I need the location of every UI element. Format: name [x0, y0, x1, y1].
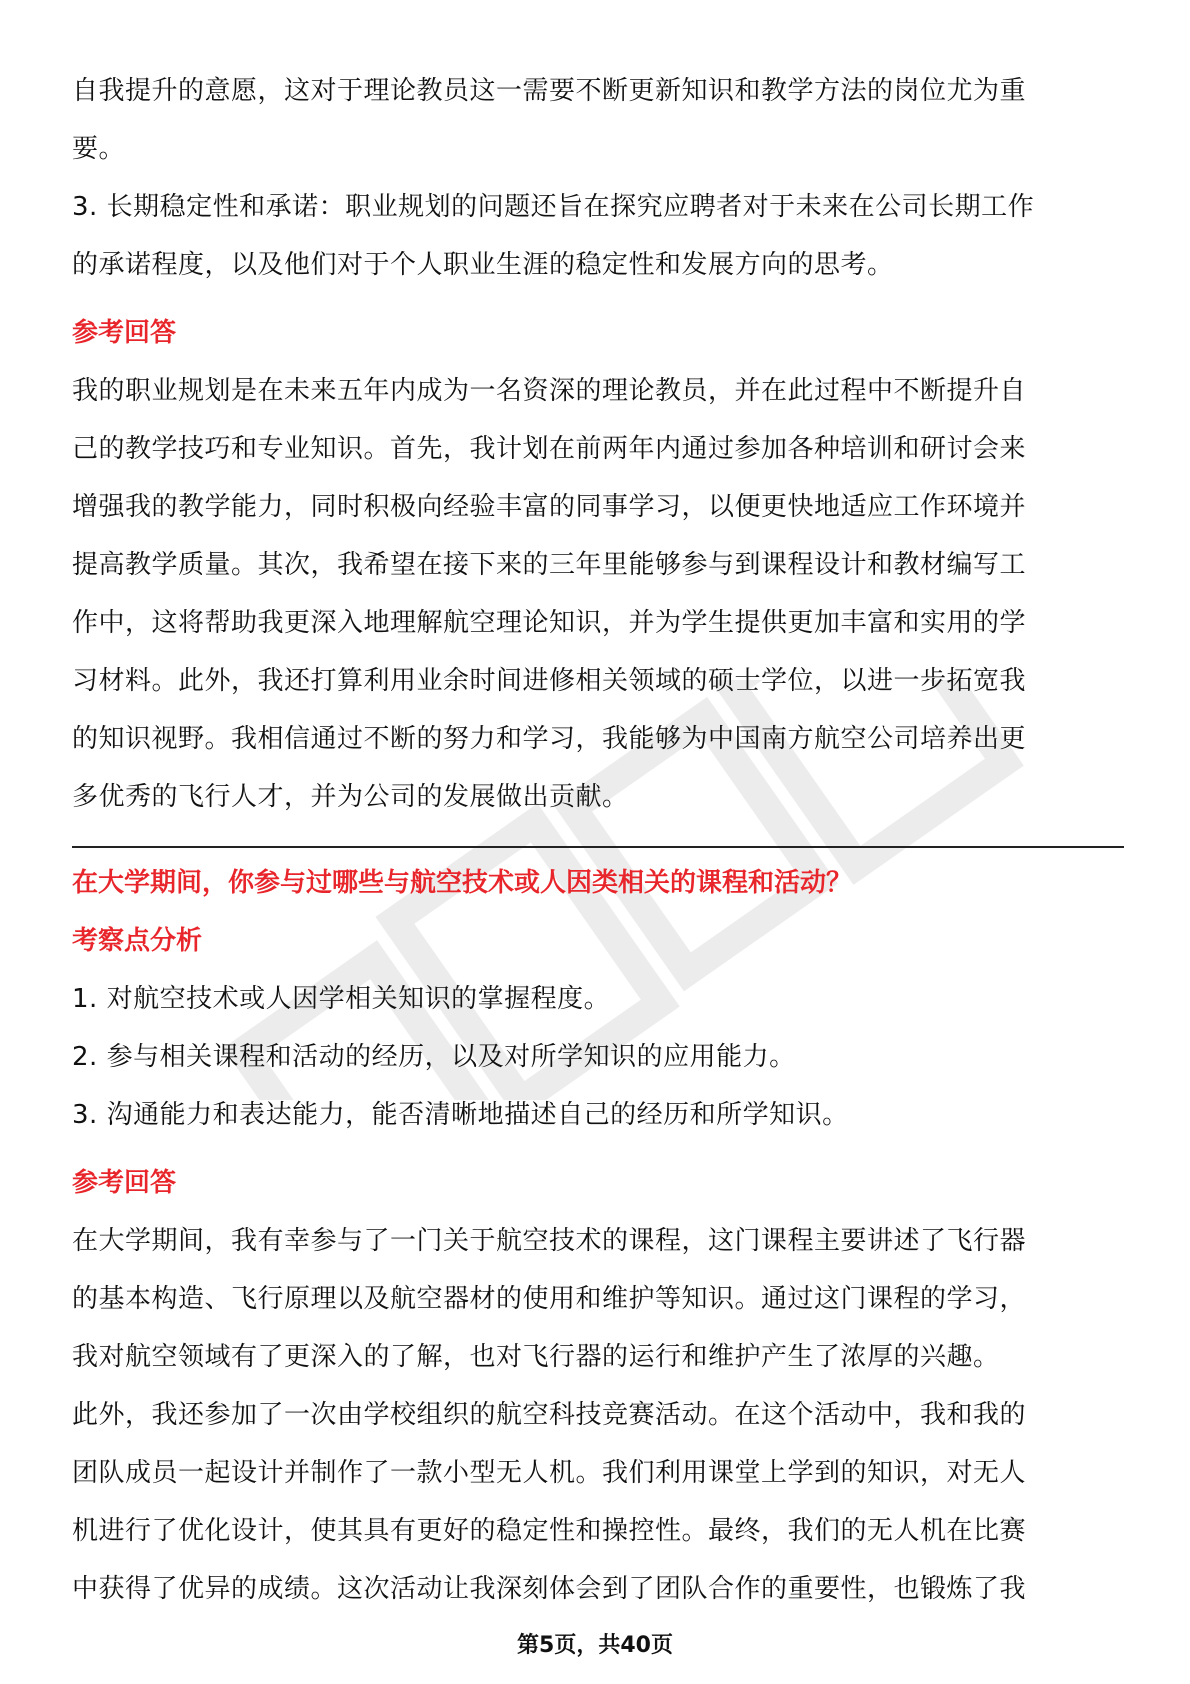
point-3-line: 3. 长期稳定性和承诺：职业规划的问题还旨在探究应聘者对于未来在公司长期工作 [72, 192, 1035, 222]
answer-line: 我对航空领域有了更深入的了解，也对飞行器的运行和维护产生了浓厚的兴趣。 [72, 1342, 1000, 1372]
analysis-heading: 考察点分析 [72, 926, 203, 956]
answer-heading: 参考回答 [72, 318, 177, 348]
answer-line: 作中，这将帮助我更深入地理解航空理论知识，并为学生提供更加丰富和实用的学 [72, 608, 1027, 638]
answer-line: 团队成员一起设计并制作了一款小型无人机。我们利用课堂上学到的知识，对无人 [72, 1458, 1027, 1488]
page-number-footer: 第5页，共40页 [517, 1633, 673, 1658]
answer-line: 的知识视野。我相信通过不断的努力和学习，我能够为中国南方航空公司培养出更 [72, 724, 1027, 754]
intro-line: 要。 [72, 134, 126, 164]
answer-line: 我的职业规划是在未来五年内成为一名资深的理论教员，并在此过程中不断提升自 [72, 376, 1027, 406]
answer-heading: 参考回答 [72, 1168, 177, 1198]
answer-line: 多优秀的飞行人才，并为公司的发展做出贡献。 [72, 782, 629, 812]
section-divider [72, 846, 1124, 848]
answer-line: 此外，我还参加了一次由学校组织的航空科技竞赛活动。在这个活动中，我和我的 [72, 1400, 1027, 1430]
document-page [72, 62, 1122, 1618]
question-title: 在大学期间，你参与过哪些与航空技术或人因类相关的课程和活动？ [72, 868, 853, 898]
answer-line: 提高教学质量。其次，我希望在接下来的三年里能够参与到课程设计和教材编写工 [72, 550, 1027, 580]
answer-line: 在大学期间，我有幸参与了一门关于航空技术的课程，这门课程主要讲述了飞行器 [72, 1226, 1027, 1256]
answer-line: 的基本构造、飞行原理以及航空器材的使用和维护等知识。通过这门课程的学习， [72, 1284, 1027, 1314]
answer-line: 增强我的教学能力，同时积极向经验丰富的同事学习，以便更快地适应工作环境并 [72, 492, 1027, 522]
analysis-point: 2. 参与相关课程和活动的经历，以及对所学知识的应用能力。 [72, 1042, 796, 1072]
intro-line: 自我提升的意愿，这对于理论教员这一需要不断更新知识和教学方法的岗位尤为重 [72, 76, 1027, 106]
answer-line: 己的教学技巧和专业知识。首先，我计划在前两年内通过参加各种培训和研讨会来 [72, 434, 1027, 464]
analysis-point: 1. 对航空技术或人因学相关知识的掌握程度。 [72, 984, 611, 1014]
analysis-point: 3. 沟通能力和表达能力，能否清晰地描述自己的经历和所学知识。 [72, 1100, 849, 1130]
answer-line: 习材料。此外，我还打算利用业余时间进修相关领域的硕士学位，以进一步拓宽我 [72, 666, 1027, 696]
point-3-line: 的承诺程度，以及他们对于个人职业生涯的稳定性和发展方向的思考。 [72, 250, 894, 280]
answer-line: 机进行了优化设计，使其具有更好的稳定性和操控性。最终，我们的无人机在比赛 [72, 1516, 1027, 1546]
answer-line: 中获得了优异的成绩。这次活动让我深刻体会到了团队合作的重要性，也锻炼了我 [72, 1574, 1027, 1604]
